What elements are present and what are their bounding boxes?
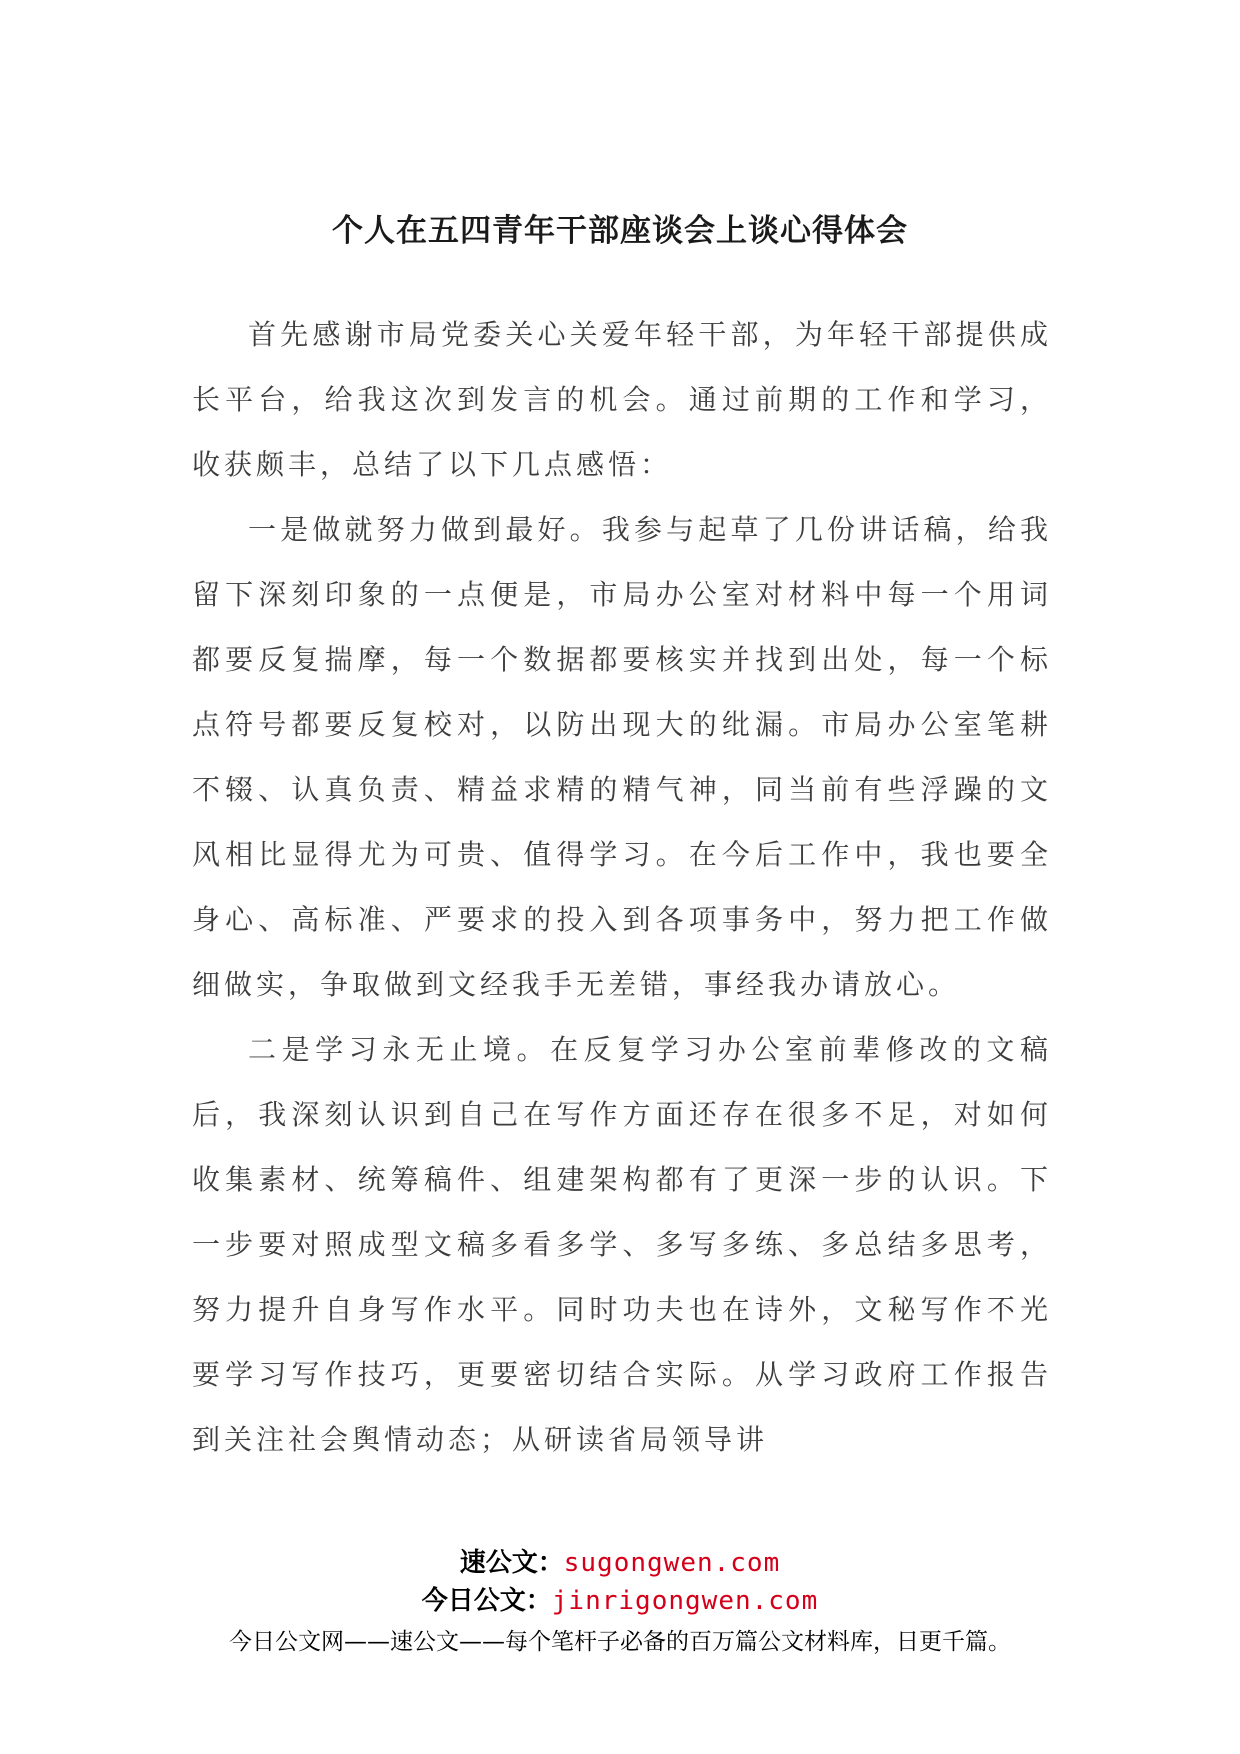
footer-jinrigongwen-line bbox=[0, 1582, 1240, 1620]
footer-sugongwen-url[interactable]: sugongwen.com bbox=[563, 1548, 781, 1578]
paragraph-point-one: 一是做就努力做到最好。我参与起草了几份讲话稿，给我留下深刻印象的一点便是，市局办公室对材料中每一个用词都要反复揣摩，每一个数据都要核实并找到出处，每一个标点符号都要反复校对，以防出现大的纰漏。市局办公室笔耕不辍、认真负责、精益求精的精气神，同当前有些浮躁的文风相比显得尤为可贵、值得学习。在今后工作中，我也要全身心、高标准、严要求的投入到各项事务中，努力把工作做细做实，争取做到文经我手无差错，事经我办请放心。 bbox=[192, 513, 1052, 1001]
footer-watermark bbox=[0, 1544, 1240, 1662]
footer-sugongwen-line bbox=[0, 1544, 1240, 1582]
document-title: 个人在五四青年干部座谈会上谈心得体会 bbox=[332, 213, 908, 249]
document-body bbox=[192, 302, 1052, 1472]
paragraph-point-two: 二是学习永无止境。在反复学习办公室前辈修改的文稿后，我深刻认识到自己在写作方面还存在很多不足，对如何收集素材、统筹稿件、组建架构都有了更深一步的认识。下一步要对照成型文稿多看多学、多写多练、多总结多思考，努力提升自身写作水平。同时功夫也在诗外，文秘写作不光要学习写作技巧，更要密切结合实际。从学习政府工作报告到关注社会舆情动态；从研读省局领导讲 bbox=[192, 1033, 1052, 1456]
footer-slogan: 今日公文网——速公文——每个笔杆子必备的百万篇公文材料库，日更千篇。 bbox=[229, 1629, 1011, 1655]
footer-jinrigongwen-label: 今日公文： bbox=[421, 1586, 552, 1616]
footer-sugongwen-label: 速公文： bbox=[459, 1548, 564, 1578]
paragraph-intro: 首先感谢市局党委关心关爱年轻干部，为年轻干部提供成长平台，给我这次到发言的机会。通过前期的工作和学习，收获颇丰，总结了以下几点感悟： bbox=[192, 318, 1052, 481]
footer-jinrigongwen-url[interactable]: jinrigongwen.com bbox=[551, 1586, 819, 1616]
